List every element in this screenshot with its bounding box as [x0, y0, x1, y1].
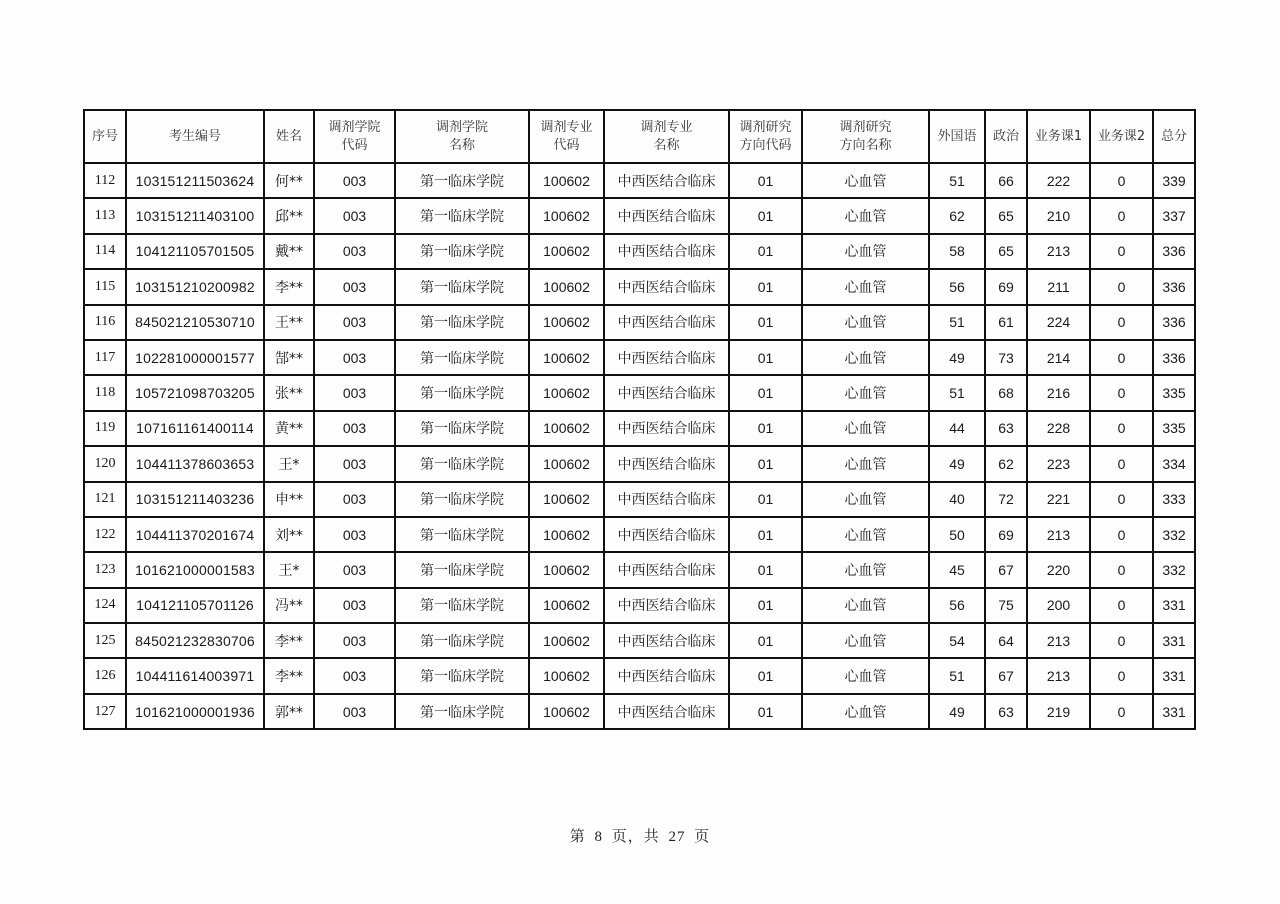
cell-total: 332	[1153, 517, 1195, 552]
cell-foreign-language: 51	[929, 305, 985, 340]
cell-exam-id: 103151210200982	[126, 269, 264, 304]
cell-name: 李**	[264, 658, 314, 693]
cell-course2: 0	[1090, 234, 1153, 269]
cell-seq: 115	[84, 269, 126, 304]
cell-direction-name: 心血管	[802, 623, 929, 658]
cell-course1: 214	[1027, 340, 1090, 375]
cell-politics: 69	[985, 517, 1027, 552]
cell-direction-name: 心血管	[802, 482, 929, 517]
table-row	[84, 552, 1195, 587]
cell-course1: 213	[1027, 517, 1090, 552]
cell-college-name: 第一临床学院	[395, 623, 529, 658]
cell-seq: 124	[84, 588, 126, 623]
cell-total: 335	[1153, 375, 1195, 410]
cell-college-code: 003	[314, 375, 395, 410]
cell-direction-code: 01	[729, 482, 802, 517]
column-header-seq	[84, 110, 126, 163]
cell-politics: 63	[985, 411, 1027, 446]
cell-seq: 127	[84, 694, 126, 729]
cell-total: 334	[1153, 446, 1195, 481]
column-header-line: 调剂研究	[739, 119, 792, 135]
cell-seq: 121	[84, 482, 126, 517]
cell-foreign-language: 58	[929, 234, 985, 269]
table-row	[84, 694, 1195, 729]
cell-seq: 123	[84, 552, 126, 587]
cell-politics: 61	[985, 305, 1027, 340]
table-row	[84, 446, 1195, 481]
cell-exam-id: 105721098703205	[126, 375, 264, 410]
table-row	[84, 517, 1195, 552]
cell-total: 339	[1153, 163, 1195, 198]
cell-politics: 63	[985, 694, 1027, 729]
cell-name: 李**	[264, 269, 314, 304]
cell-politics: 62	[985, 446, 1027, 481]
cell-seq: 122	[84, 517, 126, 552]
column-header-line: 方向代码	[739, 137, 792, 153]
table-row	[84, 482, 1195, 517]
cell-college-name: 第一临床学院	[395, 234, 529, 269]
cell-politics: 64	[985, 623, 1027, 658]
cell-seq: 125	[84, 623, 126, 658]
cell-direction-code: 01	[729, 163, 802, 198]
column-header-line: 调剂专业	[640, 119, 693, 135]
cell-direction-code: 01	[729, 623, 802, 658]
total-page-count: 27	[668, 829, 686, 845]
cell-course2: 0	[1090, 411, 1153, 446]
cell-major-code: 100602	[529, 517, 604, 552]
cell-direction-name: 心血管	[802, 163, 929, 198]
cell-politics: 75	[985, 588, 1027, 623]
cell-course2: 0	[1090, 305, 1153, 340]
cell-direction-code: 01	[729, 305, 802, 340]
cell-politics: 65	[985, 198, 1027, 233]
cell-exam-id: 103151211403236	[126, 482, 264, 517]
column-header-line: 代码	[553, 137, 580, 153]
cell-course1: 221	[1027, 482, 1090, 517]
cell-foreign-language: 54	[929, 623, 985, 658]
cell-seq: 117	[84, 340, 126, 375]
cell-college-name: 第一临床学院	[395, 375, 529, 410]
cell-total: 333	[1153, 482, 1195, 517]
cell-course1: 224	[1027, 305, 1090, 340]
table-row	[84, 305, 1195, 340]
footer-prefix: 第	[569, 829, 586, 845]
cell-total: 331	[1153, 623, 1195, 658]
column-header-line: 方向名称	[839, 137, 892, 153]
cell-course2: 0	[1090, 623, 1153, 658]
cell-course1: 222	[1027, 163, 1090, 198]
cell-college-name: 第一临床学院	[395, 269, 529, 304]
table-row	[84, 411, 1195, 446]
cell-major-code: 100602	[529, 269, 604, 304]
cell-direction-name: 心血管	[802, 552, 929, 587]
cell-major-name: 中西医结合临床	[604, 163, 729, 198]
cell-exam-id: 104411614003971	[126, 658, 264, 693]
column-header-politics	[985, 110, 1027, 163]
cell-exam-id: 845021210530710	[126, 305, 264, 340]
cell-exam-id: 101621000001583	[126, 552, 264, 587]
cell-major-code: 100602	[529, 198, 604, 233]
cell-total: 336	[1153, 234, 1195, 269]
page-footer	[0, 825, 1280, 846]
table-row	[84, 623, 1195, 658]
column-header-line: 总分	[1160, 128, 1187, 144]
cell-total: 331	[1153, 588, 1195, 623]
cell-exam-id: 107161161400114	[126, 411, 264, 446]
column-header-line: 考生编号	[168, 128, 221, 144]
cell-name: 王**	[264, 305, 314, 340]
cell-college-code: 003	[314, 234, 395, 269]
column-header-line: 调剂学院	[328, 119, 381, 135]
cell-exam-id: 102281000001577	[126, 340, 264, 375]
column-header-line: 序号	[91, 128, 118, 144]
column-header-line: 外国语	[937, 128, 977, 144]
cell-direction-code: 01	[729, 375, 802, 410]
cell-seq: 126	[84, 658, 126, 693]
cell-major-code: 100602	[529, 340, 604, 375]
cell-name: 郜**	[264, 340, 314, 375]
cell-college-code: 003	[314, 411, 395, 446]
cell-major-code: 100602	[529, 694, 604, 729]
table-row	[84, 340, 1195, 375]
cell-course2: 0	[1090, 588, 1153, 623]
cell-course1: 213	[1027, 234, 1090, 269]
column-header-line: 业务课1	[1034, 128, 1083, 144]
cell-course2: 0	[1090, 552, 1153, 587]
cell-major-name: 中西医结合临床	[604, 340, 729, 375]
cell-college-name: 第一临床学院	[395, 694, 529, 729]
cell-name: 张**	[264, 375, 314, 410]
column-header-major-name	[604, 110, 729, 163]
cell-course1: 216	[1027, 375, 1090, 410]
cell-seq: 118	[84, 375, 126, 410]
cell-exam-id: 104121105701126	[126, 588, 264, 623]
cell-exam-id: 103151211503624	[126, 163, 264, 198]
cell-name: 黄**	[264, 411, 314, 446]
cell-politics: 67	[985, 658, 1027, 693]
cell-course1: 213	[1027, 658, 1090, 693]
cell-college-code: 003	[314, 340, 395, 375]
table-body	[84, 163, 1195, 729]
cell-seq: 114	[84, 234, 126, 269]
table-row	[84, 658, 1195, 693]
cell-politics: 68	[985, 375, 1027, 410]
cell-politics: 65	[985, 234, 1027, 269]
cell-course2: 0	[1090, 163, 1153, 198]
cell-course2: 0	[1090, 446, 1153, 481]
cell-college-code: 003	[314, 517, 395, 552]
cell-college-name: 第一临床学院	[395, 446, 529, 481]
column-header-foreign-language	[929, 110, 985, 163]
cell-foreign-language: 50	[929, 517, 985, 552]
cell-course1: 211	[1027, 269, 1090, 304]
cell-direction-code: 01	[729, 234, 802, 269]
cell-major-name: 中西医结合临床	[604, 623, 729, 658]
cell-major-name: 中西医结合临床	[604, 375, 729, 410]
table-row	[84, 234, 1195, 269]
cell-course1: 213	[1027, 623, 1090, 658]
table-header-row	[84, 110, 1195, 163]
cell-major-code: 100602	[529, 623, 604, 658]
column-header-college-code	[314, 110, 395, 163]
cell-foreign-language: 51	[929, 163, 985, 198]
column-header-major-code	[529, 110, 604, 163]
cell-course2: 0	[1090, 340, 1153, 375]
cell-college-code: 003	[314, 163, 395, 198]
cell-politics: 69	[985, 269, 1027, 304]
column-header-total	[1153, 110, 1195, 163]
cell-foreign-language: 49	[929, 694, 985, 729]
cell-exam-id: 104121105701505	[126, 234, 264, 269]
column-header-direction-code	[729, 110, 802, 163]
cell-course2: 0	[1090, 269, 1153, 304]
cell-course1: 228	[1027, 411, 1090, 446]
cell-course1: 223	[1027, 446, 1090, 481]
cell-course2: 0	[1090, 375, 1153, 410]
cell-name: 王*	[264, 552, 314, 587]
cell-college-name: 第一临床学院	[395, 658, 529, 693]
cell-foreign-language: 45	[929, 552, 985, 587]
column-header-course2	[1090, 110, 1153, 163]
cell-direction-name: 心血管	[802, 411, 929, 446]
cell-course1: 220	[1027, 552, 1090, 587]
cell-major-name: 中西医结合临床	[604, 658, 729, 693]
cell-college-name: 第一临床学院	[395, 552, 529, 587]
cell-foreign-language: 62	[929, 198, 985, 233]
cell-course2: 0	[1090, 658, 1153, 693]
cell-name: 何**	[264, 163, 314, 198]
cell-direction-name: 心血管	[802, 198, 929, 233]
cell-college-code: 003	[314, 623, 395, 658]
cell-college-code: 003	[314, 588, 395, 623]
table-row	[84, 163, 1195, 198]
cell-course1: 210	[1027, 198, 1090, 233]
cell-major-name: 中西医结合临床	[604, 234, 729, 269]
cell-seq: 119	[84, 411, 126, 446]
cell-direction-name: 心血管	[802, 234, 929, 269]
cell-name: 戴**	[264, 234, 314, 269]
cell-college-code: 003	[314, 552, 395, 587]
cell-direction-code: 01	[729, 446, 802, 481]
cell-direction-code: 01	[729, 269, 802, 304]
cell-direction-code: 01	[729, 340, 802, 375]
column-header-line: 名称	[448, 137, 475, 153]
cell-major-code: 100602	[529, 234, 604, 269]
table-row	[84, 269, 1195, 304]
cell-major-name: 中西医结合临床	[604, 269, 729, 304]
cell-foreign-language: 44	[929, 411, 985, 446]
cell-major-code: 100602	[529, 658, 604, 693]
cell-politics: 73	[985, 340, 1027, 375]
column-header-line: 姓名	[275, 128, 302, 144]
cell-college-name: 第一临床学院	[395, 305, 529, 340]
cell-direction-name: 心血管	[802, 588, 929, 623]
current-page-number: 8	[594, 829, 603, 845]
table-row	[84, 198, 1195, 233]
cell-college-name: 第一临床学院	[395, 588, 529, 623]
cell-college-code: 003	[314, 694, 395, 729]
cell-name: 郭**	[264, 694, 314, 729]
column-header-course1	[1027, 110, 1090, 163]
table-row	[84, 375, 1195, 410]
cell-total: 335	[1153, 411, 1195, 446]
cell-college-name: 第一临床学院	[395, 411, 529, 446]
cell-college-name: 第一临床学院	[395, 340, 529, 375]
cell-total: 337	[1153, 198, 1195, 233]
cell-foreign-language: 49	[929, 340, 985, 375]
cell-politics: 72	[985, 482, 1027, 517]
cell-major-name: 中西医结合临床	[604, 517, 729, 552]
cell-college-code: 003	[314, 198, 395, 233]
cell-course2: 0	[1090, 517, 1153, 552]
cell-total: 331	[1153, 658, 1195, 693]
cell-foreign-language: 51	[929, 658, 985, 693]
cell-politics: 66	[985, 163, 1027, 198]
admission-adjustment-table	[83, 109, 1196, 730]
column-header-exam-id	[126, 110, 264, 163]
cell-direction-code: 01	[729, 694, 802, 729]
cell-exam-id: 101621000001936	[126, 694, 264, 729]
cell-major-code: 100602	[529, 411, 604, 446]
cell-total: 336	[1153, 269, 1195, 304]
cell-major-code: 100602	[529, 305, 604, 340]
cell-name: 冯**	[264, 588, 314, 623]
cell-college-code: 003	[314, 446, 395, 481]
cell-direction-name: 心血管	[802, 340, 929, 375]
cell-major-code: 100602	[529, 482, 604, 517]
cell-seq: 113	[84, 198, 126, 233]
column-header-line: 政治	[992, 128, 1019, 144]
cell-foreign-language: 56	[929, 588, 985, 623]
column-header-line: 名称	[653, 137, 680, 153]
cell-direction-name: 心血管	[802, 694, 929, 729]
cell-exam-id: 104411370201674	[126, 517, 264, 552]
cell-direction-name: 心血管	[802, 305, 929, 340]
column-header-line: 调剂研究	[839, 119, 892, 135]
cell-total: 336	[1153, 340, 1195, 375]
cell-direction-name: 心血管	[802, 446, 929, 481]
cell-major-code: 100602	[529, 446, 604, 481]
cell-name: 王*	[264, 446, 314, 481]
cell-name: 李**	[264, 623, 314, 658]
column-header-line: 调剂学院	[435, 119, 488, 135]
cell-college-code: 003	[314, 269, 395, 304]
cell-college-name: 第一临床学院	[395, 517, 529, 552]
cell-college-name: 第一临床学院	[395, 198, 529, 233]
cell-major-code: 100602	[529, 588, 604, 623]
cell-major-code: 100602	[529, 552, 604, 587]
column-header-line: 代码	[341, 137, 368, 153]
cell-course2: 0	[1090, 198, 1153, 233]
cell-major-name: 中西医结合临床	[604, 694, 729, 729]
cell-course2: 0	[1090, 694, 1153, 729]
cell-exam-id: 103151211403100	[126, 198, 264, 233]
cell-major-name: 中西医结合临床	[604, 198, 729, 233]
column-header-college-name	[395, 110, 529, 163]
cell-direction-code: 01	[729, 588, 802, 623]
cell-major-code: 100602	[529, 375, 604, 410]
cell-college-name: 第一临床学院	[395, 482, 529, 517]
cell-total: 331	[1153, 694, 1195, 729]
cell-major-name: 中西医结合临床	[604, 482, 729, 517]
cell-foreign-language: 56	[929, 269, 985, 304]
cell-major-name: 中西医结合临床	[604, 552, 729, 587]
cell-course1: 219	[1027, 694, 1090, 729]
cell-seq: 116	[84, 305, 126, 340]
table-row	[84, 588, 1195, 623]
cell-major-name: 中西医结合临床	[604, 446, 729, 481]
cell-direction-code: 01	[729, 411, 802, 446]
cell-total: 332	[1153, 552, 1195, 587]
cell-total: 336	[1153, 305, 1195, 340]
column-header-line: 业务课2	[1097, 128, 1146, 144]
cell-foreign-language: 49	[929, 446, 985, 481]
cell-direction-code: 01	[729, 552, 802, 587]
cell-college-code: 003	[314, 658, 395, 693]
cell-college-code: 003	[314, 305, 395, 340]
cell-seq: 120	[84, 446, 126, 481]
column-header-line: 调剂专业	[540, 119, 593, 135]
cell-direction-code: 01	[729, 658, 802, 693]
cell-politics: 67	[985, 552, 1027, 587]
cell-direction-name: 心血管	[802, 269, 929, 304]
cell-exam-id: 845021232830706	[126, 623, 264, 658]
cell-direction-name: 心血管	[802, 375, 929, 410]
cell-exam-id: 104411378603653	[126, 446, 264, 481]
cell-course2: 0	[1090, 482, 1153, 517]
cell-name: 刘**	[264, 517, 314, 552]
cell-college-code: 003	[314, 482, 395, 517]
cell-direction-code: 01	[729, 198, 802, 233]
cell-college-name: 第一临床学院	[395, 163, 529, 198]
cell-major-code: 100602	[529, 163, 604, 198]
footer-suffix: 页	[694, 829, 711, 845]
cell-foreign-language: 51	[929, 375, 985, 410]
cell-name: 申**	[264, 482, 314, 517]
cell-foreign-language: 40	[929, 482, 985, 517]
cell-direction-code: 01	[729, 517, 802, 552]
cell-major-name: 中西医结合临床	[604, 588, 729, 623]
cell-direction-name: 心血管	[802, 658, 929, 693]
cell-name: 邱**	[264, 198, 314, 233]
cell-seq: 112	[84, 163, 126, 198]
cell-direction-name: 心血管	[802, 517, 929, 552]
cell-major-name: 中西医结合临床	[604, 411, 729, 446]
footer-mid: 页，共	[611, 829, 660, 845]
column-header-direction-name	[802, 110, 929, 163]
cell-course1: 200	[1027, 588, 1090, 623]
cell-major-name: 中西医结合临床	[604, 305, 729, 340]
column-header-name	[264, 110, 314, 163]
